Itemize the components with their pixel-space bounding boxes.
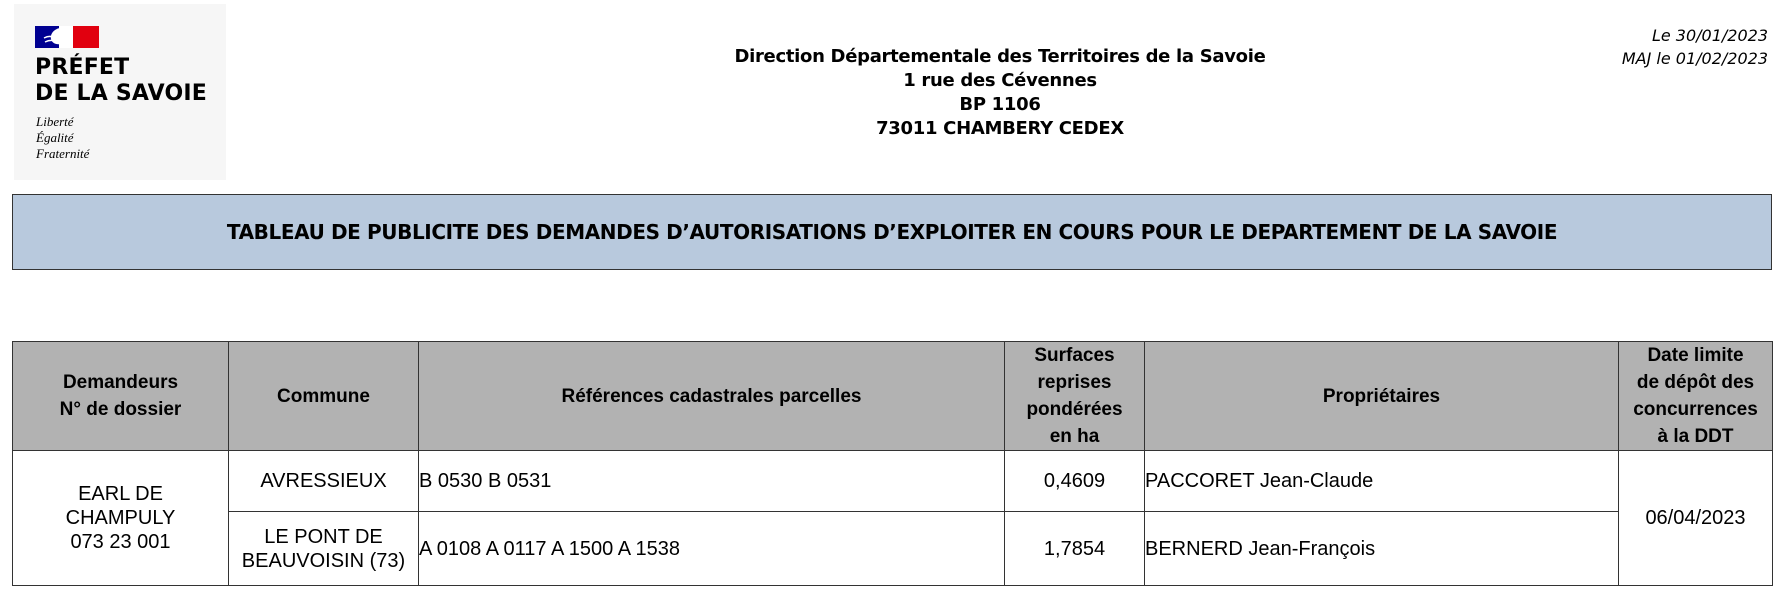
header-text: pondérées [1026,399,1123,420]
col-header-commune [229,342,419,451]
logo-line-prefet: PRÉFET [35,55,130,80]
address-line-city: 73011 CHAMBERY CEDEX [876,118,1124,139]
header-text: Date limite [1647,345,1744,366]
col-header-surfaces [1005,342,1145,451]
motto-liberte: Liberté [36,114,74,129]
commune-name: BEAUVOISIN (73) [241,549,406,572]
table-row [13,451,1773,512]
col-header-demandeurs [13,342,229,451]
logo-line-savoie: DE LA SAVOIE [35,81,207,106]
col-header-proprietaires [1145,342,1619,451]
cell-surface: 1,7854 [1005,512,1145,586]
title-banner [12,194,1772,270]
update-date: MAJ le 01/02/2023 [1621,49,1768,68]
motto-egalite: Égalité [36,130,74,145]
header-text: reprises [1037,372,1112,393]
cell-proprietaire: BERNERD Jean-François [1145,512,1619,586]
motto-fraternite: Fraternité [36,146,90,161]
address-line-direction: Direction Départementale des Territoires de la Savoie [734,46,1266,67]
cell-references: B 0530 B 0531 [419,451,1005,512]
prefet-logo [14,4,226,180]
dossier-number: 073 23 001 [70,531,171,553]
cell-commune [229,451,419,512]
header-text: de dépôt des [1636,372,1755,393]
commune-name: LE PONT DE [264,525,383,548]
header-text: Surfaces [1034,345,1115,366]
cell-date-limite: 06/04/2023 [1619,451,1773,586]
address-line-street: 1 rue des Cévennes [903,70,1097,91]
header-text: Commune [277,385,370,407]
header-text: Propriétaires [1322,385,1441,407]
table-row [13,512,1773,586]
demandeur-name-line: EARL DE [78,483,163,505]
table-header-row [13,342,1773,451]
header-text: concurrences [1633,399,1758,420]
commune-name: AVRESSIEUX [260,470,387,492]
header-text: à la DDT [1657,426,1734,447]
col-header-references [419,342,1005,451]
sender-address [620,45,1380,141]
header-text: en ha [1049,426,1100,447]
cell-references: A 0108 A 0117 A 1500 A 1538 [419,512,1005,586]
col-header-date-limite [1619,342,1773,451]
document-date: Le 30/01/2023 [1651,26,1768,45]
header-text: Demandeurs [62,372,179,393]
page-title: TABLEAU DE PUBLICITE DES DEMANDES D’AUTORISATIONS D’EXPLOITER EN COURS POUR LE DEPARTEMENT DE LA SAVOIE [226,220,1558,244]
demandeur-name-line: CHAMPULY [65,507,176,529]
logo-motto [36,114,89,162]
header-text: Références cadastrales parcelles [561,385,862,407]
flag-red-band [73,26,99,48]
cell-proprietaire: PACCORET Jean-Claude [1145,451,1619,512]
cell-commune [229,512,419,586]
marianne-icon [40,24,68,50]
header-text: N° de dossier [59,399,182,420]
address-line-bp: BP 1106 [959,94,1041,115]
demandes-table [12,341,1773,586]
cell-surface: 0,4609 [1005,451,1145,512]
cell-demandeur [13,451,229,586]
document-dates [1622,24,1768,70]
